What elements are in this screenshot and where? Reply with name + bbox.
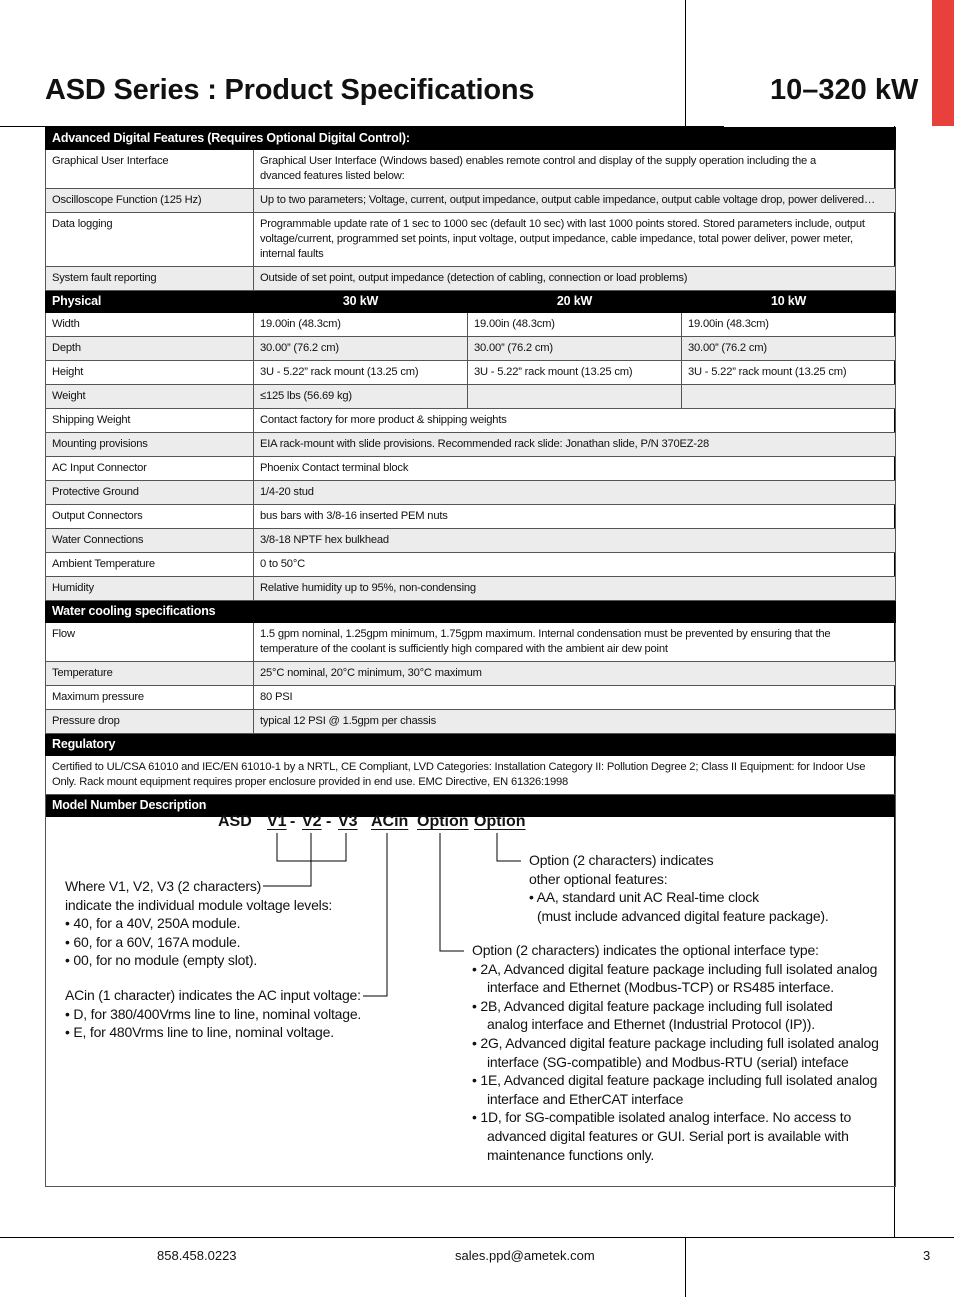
row-value: EIA rack-mount with slide provisions. Recommended rack slide: Jonathan slide, P/N 370EZ-28 [254, 433, 896, 457]
row-value: 19.00in (48.3cm) [468, 313, 682, 337]
row-value: Outside of set point, output impedance (detection of cabling, connection or load problems) [254, 267, 896, 291]
model-code-option-2: Option [474, 813, 526, 830]
row-value: typical 12 PSI @ 1.5gpm per chassis [254, 710, 896, 734]
text-line: Option (2 characters) indicates [529, 852, 714, 868]
row-label: Height [46, 361, 254, 385]
voltage-description [65, 877, 332, 970]
row-label: Temperature [46, 662, 254, 686]
row-label: Oscilloscope Function (125 Hz) [46, 189, 254, 213]
model-code-dash: - [326, 813, 332, 830]
power-range: 10–320 kW [770, 74, 919, 106]
text-line: interface and EtherCAT interface [487, 1090, 684, 1107]
row-value: Relative humidity up to 95%, non-condensing [254, 577, 896, 601]
model-code-v3: V3 [338, 813, 358, 830]
row-label: Shipping Weight [46, 409, 254, 433]
footer-email[interactable]: sales.ppd@ametek.com [455, 1248, 595, 1263]
row-label: Humidity [46, 577, 254, 601]
row-label: Weight [46, 385, 254, 409]
section-title: Advanced Digital Features (Requires Optional Digital Control): [46, 128, 896, 150]
model-code-acin: ACin [371, 813, 409, 830]
row-label: Graphical User Interface [46, 150, 254, 189]
text-line: interface and Ethernet (Modbus-TCP) or RS485 interface. [487, 979, 834, 996]
row-label: Mounting provisions [46, 433, 254, 457]
row-value: 1/4-20 stud [254, 481, 896, 505]
model-code-v1: V1 [267, 813, 287, 830]
row-value: Phoenix Contact terminal block [254, 457, 896, 481]
text-line: Option (2 characters) indicates the optional interface type: [472, 942, 819, 958]
text-line: • 1E, Advanced digital feature package including full isolated analog [472, 1072, 878, 1089]
text-line: • 40, for a 40V, 250A module. [65, 915, 241, 932]
regulatory-text: Certified to UL/CSA 61010 and IEC/EN 61010-1 by a NRTL, CE Compliant, LVD Categories: Installation Category II: Pollution Degree 2; Class II Equipment: for Indoor Use Only. Rack mount equipment requires proper enclosure provided in end use. EMC Directive, EN 61326:1998 [46, 756, 896, 795]
row-value: Contact factory for more product & shipping weights [254, 409, 896, 433]
section-title: Water cooling specifications [46, 601, 896, 623]
column-header-20kw: 20 kW [468, 291, 682, 313]
row-label: Maximum pressure [46, 686, 254, 710]
row-value: ≤125 lbs (56.69 kg) [254, 385, 468, 409]
row-label: Protective Ground [46, 481, 254, 505]
row-value-line: Graphical User Interface (Windows based) enables remote control and display of the supply operation including the a [260, 155, 816, 167]
row-value: 30.00” (76.2 cm) [682, 337, 896, 361]
text-line: • E, for 480Vrms line to line, nominal voltage. [65, 1024, 334, 1041]
row-value: 25°C nominal, 20°C minimum, 30°C maximum [254, 662, 896, 686]
page-number: 3 [923, 1248, 931, 1263]
row-label: Pressure drop [46, 710, 254, 734]
option1-description [472, 941, 879, 1164]
model-code-v2: V2 [302, 813, 322, 830]
row-label: System fault reporting [46, 267, 254, 291]
text-line: other optional features: [529, 870, 668, 887]
row-value-text: Up to two parameters; Voltage, current, output impedance, output cable impedance, output cable voltage drop, power delivered… [260, 194, 875, 206]
text-line: indicate the individual module voltage levels: [65, 896, 333, 913]
text-line: interface (SG-compatible) and Modbus-RTU (serial) inteface [487, 1053, 849, 1070]
footer-phone: 858.458.0223 [157, 1248, 237, 1263]
row-value-line: dvanced features listed below: [260, 170, 405, 182]
model-code-asd: ASD [218, 813, 252, 830]
row-label: Data logging [46, 213, 254, 267]
section-title: Physical [46, 291, 254, 313]
row-value: 3/8-18 NPTF hex bulkhead [254, 529, 896, 553]
text-line: (must include advanced digital feature package). [537, 907, 829, 924]
acin-leader [363, 833, 387, 996]
section-title: Regulatory [46, 734, 896, 756]
row-value: 0 to 50°C [254, 553, 896, 577]
text-line: • AA, standard unit AC Real-time clock [529, 889, 759, 906]
row-value: 19.00in (48.3cm) [682, 313, 896, 337]
option2-description [529, 851, 829, 925]
option1-leader [440, 833, 464, 951]
row-value: 80 PSI [254, 686, 896, 710]
row-label: Output Connectors [46, 505, 254, 529]
row-label: Water Connections [46, 529, 254, 553]
text-line: • 2B, Advanced digital feature package including full isolated [472, 997, 833, 1014]
text-line: • 2G, Advanced digital feature package including full isolated analog [472, 1034, 879, 1051]
page-title: ASD Series : Product Specifications [45, 74, 535, 106]
row-label: AC Input Connector [46, 457, 254, 481]
text-line: Where V1, V2, V3 (2 characters) [65, 878, 262, 894]
row-value: 30.00” (76.2 cm) [254, 337, 468, 361]
text-line: • 1D, for SG-compatible isolated analog interface. No access to [472, 1109, 852, 1126]
column-header-30kw: 30 kW [254, 291, 468, 313]
text-line: ACin (1 character) indicates the AC input voltage: [65, 987, 361, 1003]
row-value: 19.00in (48.3cm) [254, 313, 468, 337]
row-value: 3U - 5.22” rack mount (13.25 cm) [468, 361, 682, 385]
row-label: Width [46, 313, 254, 337]
acin-description [65, 986, 361, 1042]
text-line: • 00, for no module (empty slot). [65, 952, 258, 969]
row-value: 30.00” (76.2 cm) [468, 337, 682, 361]
row-value: Programmable update rate of 1 sec to 1000 sec (default 10 sec) with last 1000 points stored. Stored parameters include, output voltage/current, programmed set points, input voltage, output impedance, cable impedance, total power deliver, power meter, internal faults [254, 213, 896, 267]
row-label: Flow [46, 623, 254, 662]
model-code-option-1: Option [417, 813, 469, 830]
row-value: 3U - 5.22” rack mount (13.25 cm) [254, 361, 468, 385]
column-header-10kw: 10 kW [682, 291, 896, 313]
text-line: analog interface and Ethernet (Industrial Protocol (IP)). [487, 1016, 815, 1033]
text-line: • 2A, Advanced digital feature package including full isolated analog [472, 960, 878, 977]
row-label: Ambient Temperature [46, 553, 254, 577]
text-line: • D, for 380/400Vrms line to line, nominal voltage. [65, 1005, 362, 1022]
row-value: 1.5 gpm nominal, 1.25gpm minimum, 1.75gpm maximum. Internal condensation must be prevented by ensuring that the temperature of the coolant is sufficiently high compared with the ambient air dew point [254, 623, 896, 662]
row-value: bus bars with 3/8-16 inserted PEM nuts [254, 505, 896, 529]
row-value: 3U - 5.22” rack mount (13.25 cm) [682, 361, 896, 385]
row-label: Depth [46, 337, 254, 361]
text-line: maintenance functions only. [487, 1146, 655, 1163]
section-title: Model Number Description [46, 795, 896, 817]
text-line: • 60, for a 60V, 167A module. [65, 933, 241, 950]
text-line: advanced digital features or GUI. Serial port is available with [487, 1127, 849, 1144]
option2-leader [497, 833, 521, 861]
model-code-dash: - [290, 813, 296, 830]
